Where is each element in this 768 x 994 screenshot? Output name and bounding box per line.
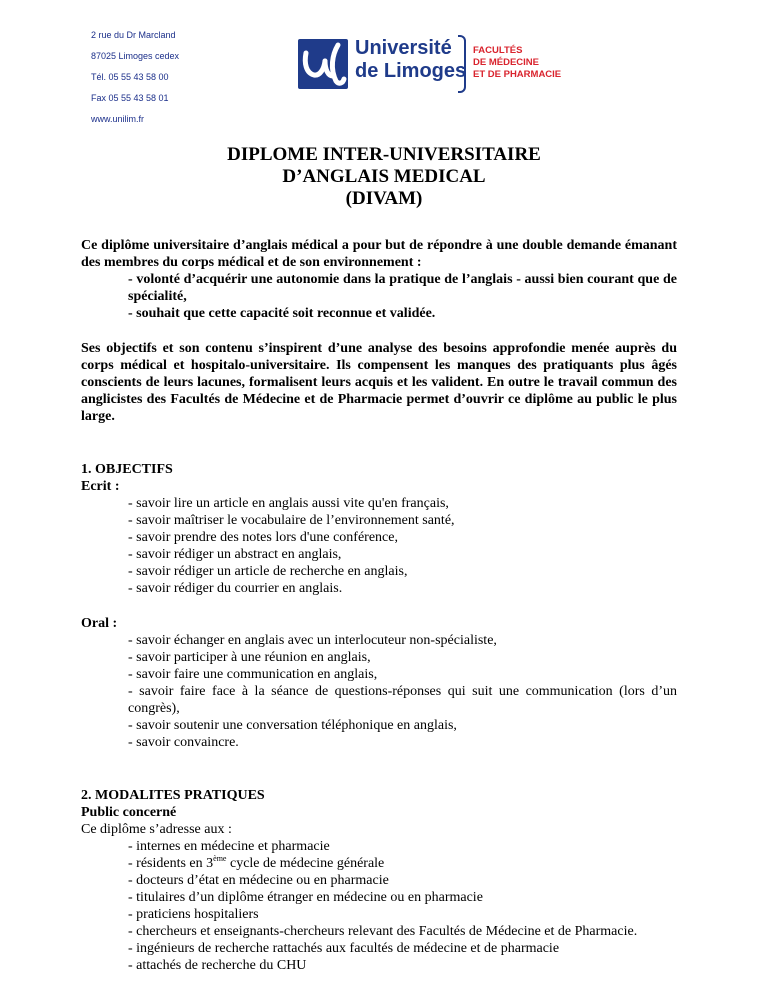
list-item: - savoir faire face à la séance de questions-réponses qui suit une communication (lors d’un congrès), [128,684,677,716]
list-item: - savoir faire une communication en anglais, [128,667,378,682]
document-title [0,144,768,210]
logo-bracket [458,35,466,93]
public-intro: Ce diplôme s’adresse aux : [81,822,232,837]
list-item [81,855,677,872]
list-item: - titulaires d’un diplôme étranger en médecine ou en pharmacie [128,890,483,905]
faculty-name [473,45,561,81]
faculty-line: ET DE PHARMACIE [473,69,562,80]
title-line-1: DIPLOME INTER-UNIVERSITAIRE [227,144,541,165]
ecrit-label: Ecrit : [81,479,120,494]
list-item: - savoir rédiger un article de recherche en anglais, [128,564,408,579]
section-heading-objectifs: 1. OBJECTIFS [81,462,173,477]
intro-paragraph: Ce diplôme universitaire d’anglais médical a pour but de répondre à une double demande émanant des membres du corps médical et de son environnement : [81,238,677,270]
section-heading-modalites: 2. MODALITES PRATIQUES [81,788,265,803]
list-item: - savoir soutenir une conversation téléphonique en anglais, [128,718,457,733]
ul-monogram-icon [298,39,348,89]
goals-paragraph: Ses objectifs et son contenu s’inspirent d’une analyse des besoins approfondie menée auprès du corps médical et hospitalo-universitaire. Ils compensent les manques des pratiquants plus âgés conscients de leurs lacunes, formalisent leurs acquis et les valident. En outre le travail commun des anglicistes des Facultés de Médecine et de Pharmacie permet d’ouvrir ce diplôme au public le plus large. [81,341,677,424]
list-item: - docteurs d’état en médecine ou en pharmacie [128,873,389,888]
intro-bullet: - souhait que cette capacité soit reconnue et validée. [128,306,436,321]
list-item: - savoir lire un article en anglais aussi vite qu'en français, [128,496,449,511]
university-name-line1: Université [355,37,452,59]
list-item-text: - résidents en 3 [128,856,214,871]
list-item-text: cycle de médecine générale [226,856,385,871]
list-item: - savoir rédiger du courrier en anglais. [128,581,343,596]
website-link[interactable]: www.unilim.fr [91,114,145,124]
list-item: - savoir maîtriser le vocabulaire de l’environnement santé, [128,513,455,528]
title-line-3: (DIVAM) [345,188,423,209]
list-item: - ingénieurs de recherche rattachés aux facultés de médecine et de pharmacie [128,941,560,956]
faculty-line: FACULTÉS [473,45,523,56]
list-item: - savoir convaincre. [128,735,239,750]
title-line-2: D’ANGLAIS MEDICAL [282,166,486,187]
superscript: ème [213,854,227,863]
oral-label: Oral : [81,616,118,631]
intro-bullet: - volonté d’acquérir une autonomie dans la pratique de l’anglais - aussi bien courant que de spécialité, [128,272,677,304]
list-item: - internes en médecine et pharmacie [128,839,330,854]
phone-line: Tél. 05 55 43 58 00 [91,72,169,82]
faculty-line: DE MÉDECINE [473,57,539,68]
address-line: 2 rue du Dr Marcland [91,30,176,40]
university-name [355,37,466,83]
document-body [81,237,677,974]
list-item: - savoir prendre des notes lors d'une conférence, [128,530,398,545]
address-block [91,29,179,134]
list-item: - savoir échanger en anglais avec un interlocuteur non-spécialiste, [128,633,497,648]
address-line: 87025 Limoges cedex [91,51,180,61]
list-item: - chercheurs et enseignants-chercheurs relevant des Facultés de Médecine et de Pharmacie. [128,924,638,939]
public-label: Public concerné [81,805,177,820]
list-item: - attachés de recherche du CHU [128,958,307,973]
list-item: - savoir participer à une réunion en anglais, [128,650,371,665]
university-name-line2: de Limoges [355,60,467,82]
list-item: - praticiens hospitaliers [128,907,259,922]
fax-line: Fax 05 55 43 58 01 [91,93,169,103]
list-item: - savoir rédiger un abstract en anglais, [128,547,342,562]
